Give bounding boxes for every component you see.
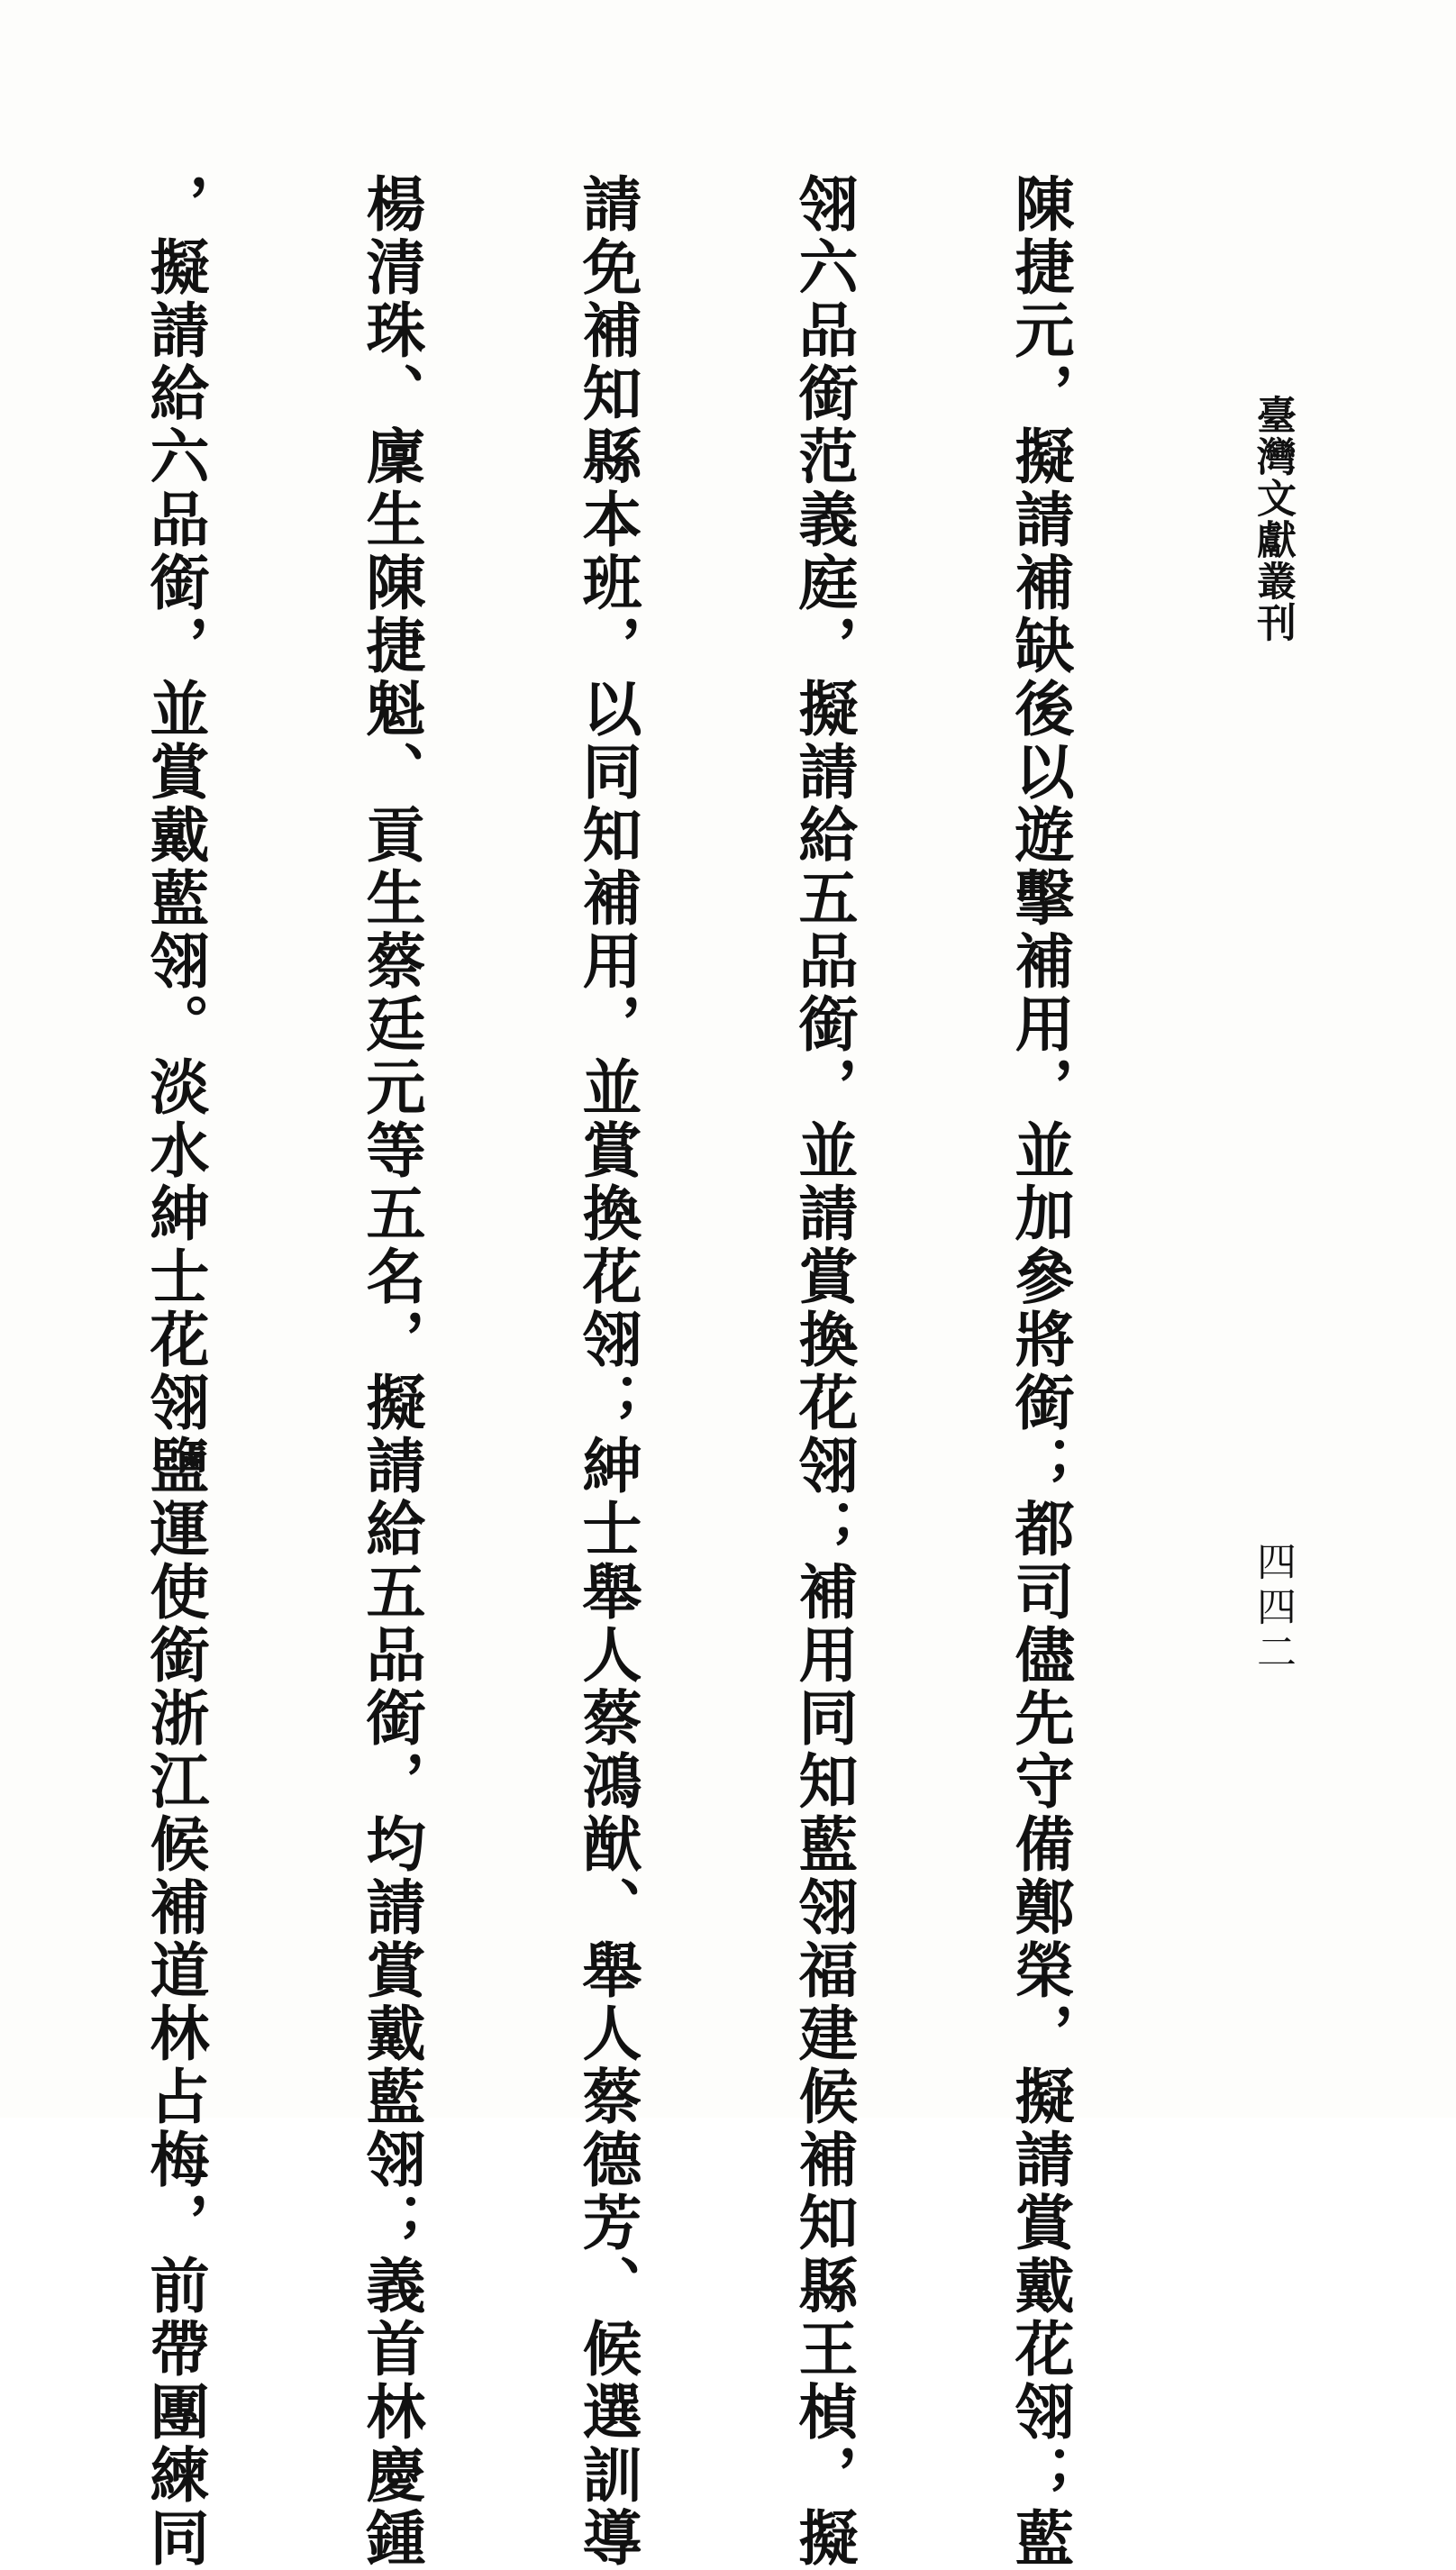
body-text — [0, 173, 1220, 2570]
page-number: 四四二 — [1250, 1541, 1296, 1676]
text-column: ，擬請給六品銜，並賞戴藍翎。淡水紳士花翎鹽運使銜浙江候補道林占梅，前帶團練同 — [140, 173, 210, 2570]
text-column: 楊清珠、廩生陳捷魁、貢生蔡廷元等五名，擬請給五品銜，均請賞戴藍翎；義首林慶鍾 — [356, 173, 426, 2570]
running-header-title: 臺灣文獻叢刊 — [1250, 395, 1296, 643]
text-column: 翎六品銜范義庭，擬請給五品銜，並請賞換花翎；補用同知藍翎福建候補知縣王楨，擬 — [788, 173, 859, 2570]
text-column: 陳捷元，擬請補缺後以遊擊補用，並加參將銜；都司儘先守備鄭榮，擬請賞戴花翎；藍 — [1005, 173, 1075, 2570]
text-column: 請免補知縣本班，以同知補用，並賞換花翎；紳士舉人蔡鴻猷、舉人蔡德芳、候選訓導 — [572, 173, 642, 2570]
